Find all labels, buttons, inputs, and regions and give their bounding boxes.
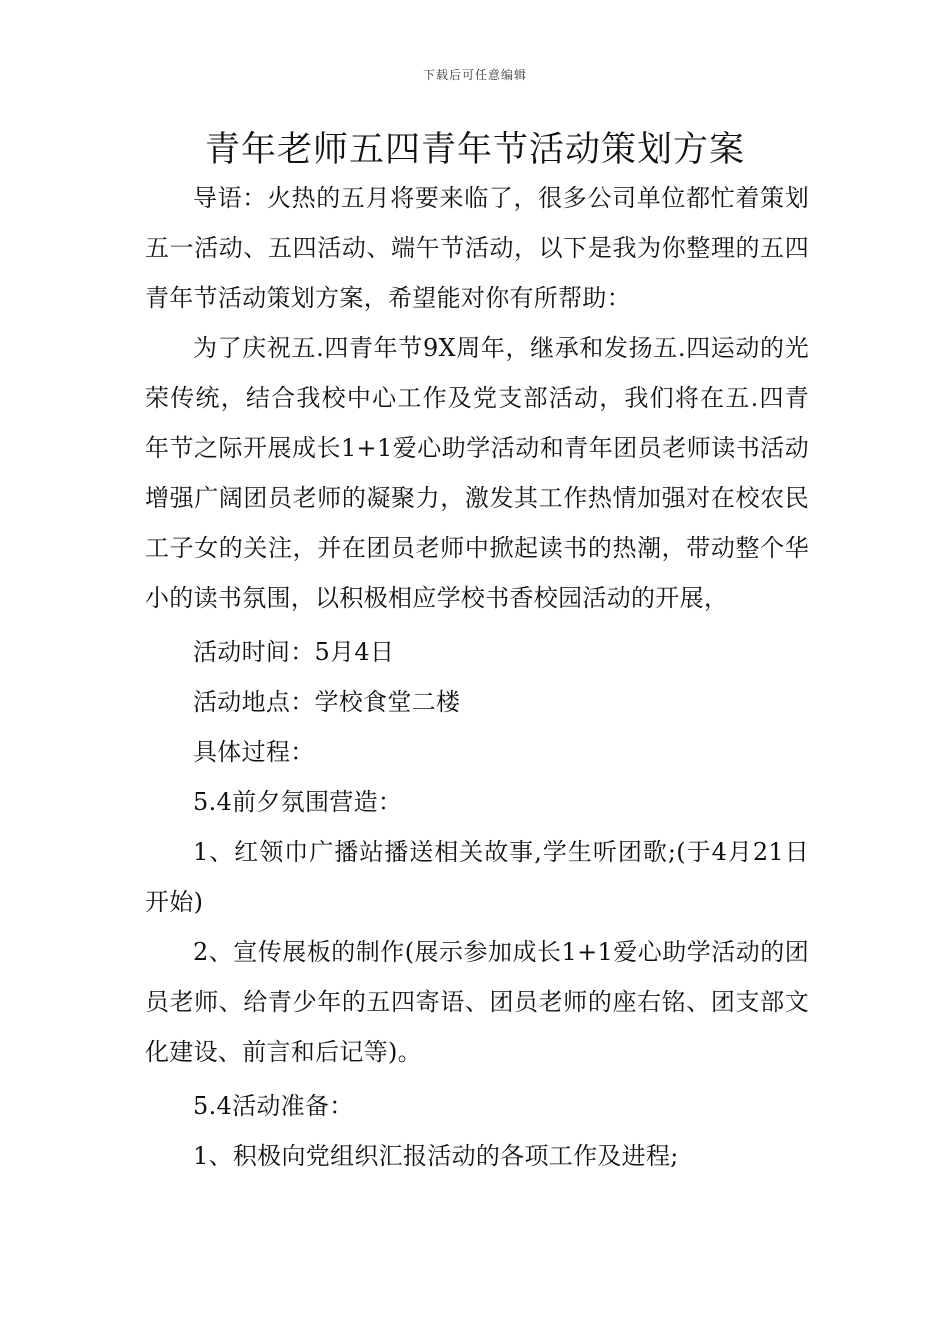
paragraph-activity-location: 活动地点：学校食堂二楼 [193,688,461,716]
paragraph-item-broadcast: 1、红领巾广播站播送相关故事,学生听团歌;(于4月21日开始) [145,838,809,916]
paragraph-intro: 导语：火热的五月将要来临了，很多公司单位都忙着策划五一活动、五四活动、端午节活动，以下是我为你整理的五四青年节活动策划方案，希望能对你有所帮助： [145,184,809,312]
paragraph-background: 为了庆祝五.四青年节9X周年，继承和发扬五.四运动的光荣传统，结合我校中心工作及党支部活动，我们将在五.四青年节之际开展成长1+1爱心助学活动和青年团员老师读书活动增强广阔团员老师的凝聚力，激发其工作热情加强对在校农民工子女的关注，并在团员老师中掀起读书的热潮，带动整个华小的读书氛围，以积极相应学校书香校园活动的开展， [145,334,809,612]
document-title: 青年老师五四青年节活动策划方案 [204,130,745,170]
paragraph-item-display-board: 2、宣传展板的制作(展示参加成长1+1爱心助学活动的团员老师、给青少年的五四寄语、团员老师的座右铭、团支部文化建设、前言和后记等)。 [145,938,809,1066]
document-body [145,173,809,1181]
header-note: 下载后可任意编辑 [422,68,527,82]
paragraph-process-heading: 具体过程： [193,738,315,766]
paragraph-activity-time: 活动时间：5月4日 [193,638,395,666]
paragraph-atmosphere-heading: 5.4前夕氛围营造： [193,788,403,816]
paragraph-preparation-heading: 5.4活动准备： [193,1092,354,1120]
paragraph-item-report: 1、积极向党组织汇报活动的各项工作及进程; [193,1142,679,1170]
